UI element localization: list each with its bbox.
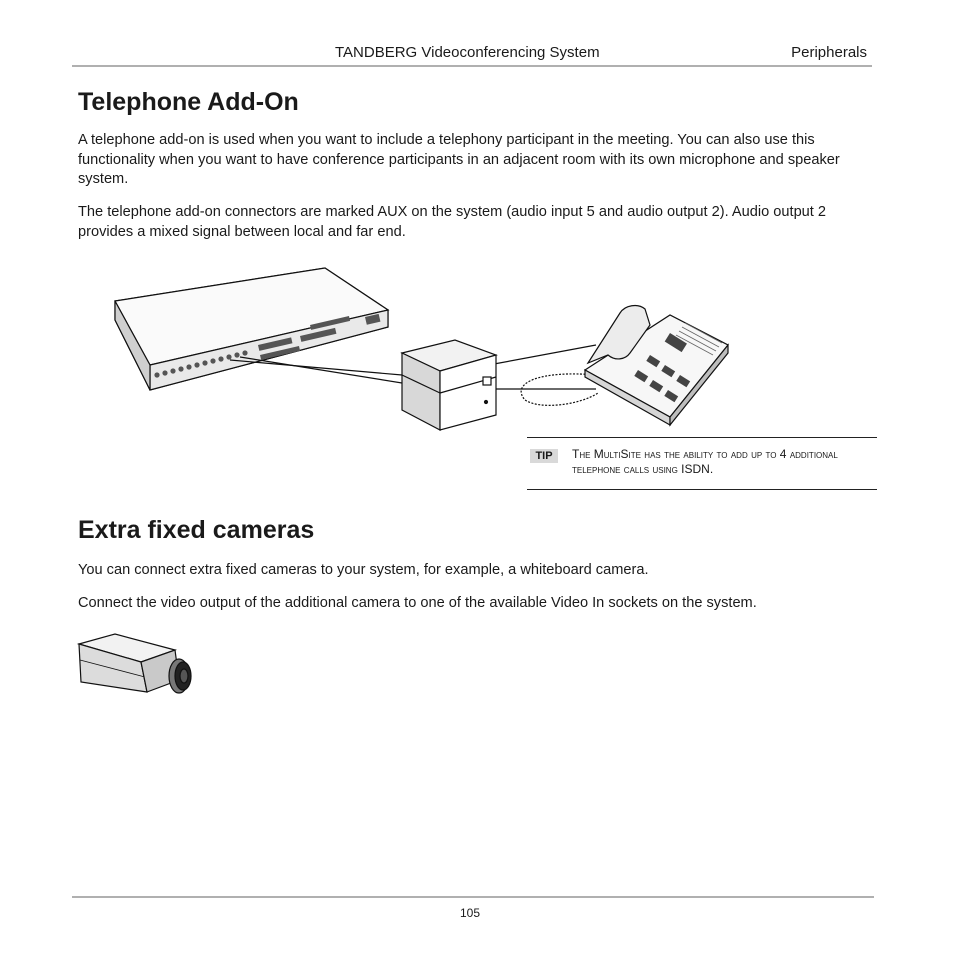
- telephone-setup-illustration: [110, 265, 850, 435]
- telephone-icon: [585, 306, 728, 425]
- tip-text: The MultiSite has the ability to add up to 4 additional telephone calls using ISDN.: [572, 447, 838, 476]
- extra-cameras-heading: Extra fixed cameras: [78, 516, 315, 544]
- page-number: 105: [459, 906, 481, 920]
- telephone-intro-paragraph: A telephone add-on is used when you want to include a telephony participant in the meeting. You can also use this functionality when you want to have conference participants in an adjacent room with its own microphone and speaker system.: [78, 132, 840, 187]
- tip-label: TIP: [530, 449, 558, 463]
- codec-unit-icon: [115, 268, 388, 390]
- header-divider: [72, 65, 872, 67]
- telephone-addon-heading: Telephone Add-On: [78, 88, 299, 116]
- codec-hybrid-telephone-icon: [110, 265, 850, 435]
- document-title: TANDBERG Videoconferencing System: [335, 44, 600, 61]
- footer-divider: [72, 896, 874, 898]
- fixed-camera-icon: [75, 632, 195, 702]
- hybrid-box-icon: [402, 340, 496, 430]
- camera-intro-paragraph: You can connect extra fixed cameras to your system, for example, a whiteboard camera.: [78, 562, 649, 578]
- camera-connection-paragraph: Connect the video output of the additional camera to one of the available Video In sockets on the system.: [78, 595, 757, 611]
- chapter-title: Peripherals: [791, 44, 867, 61]
- tip-box: [527, 437, 877, 490]
- telephone-connectors-paragraph: The telephone add-on connectors are marked AUX on the system (audio input 5 and audio output 2). Audio output 2 provides a mixed signal between local and far end.: [78, 204, 827, 240]
- camera-illustration: [75, 632, 195, 702]
